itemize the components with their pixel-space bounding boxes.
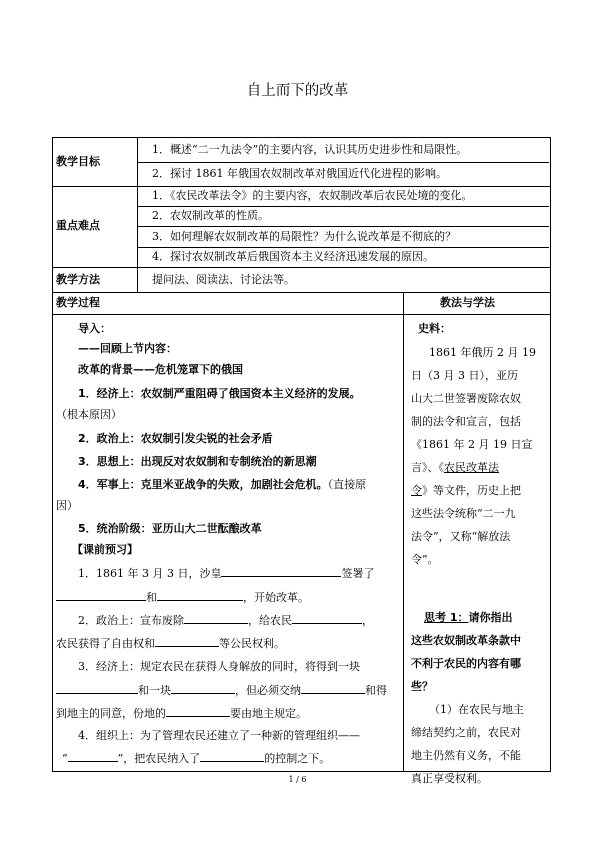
preview-question-3-cont: 和一块 ，但必须交纳 和得 <box>56 683 387 698</box>
think-question-line: 些？ <box>411 680 433 693</box>
page-title: 自上而下的改革 <box>246 83 349 99</box>
background-point-1: 1．经济上：农奴制严重阻碍了俄国资本主义经济的发展。 <box>78 387 361 400</box>
preview-heading: 【课前预习】 <box>72 543 138 556</box>
key-point-item: 1．《农民改革法令》的主要内容，农奴制改革后农民处境的变化。 <box>152 189 473 202</box>
think-label: 思考 1： <box>424 611 469 624</box>
label-column-divider <box>137 137 138 292</box>
review-line: ——回顾上节内容： <box>78 342 177 355</box>
row-divider <box>52 314 551 315</box>
source-line: 言》、《农民改革法 <box>411 461 499 474</box>
goal-divider <box>137 162 549 163</box>
fill-blank[interactable] <box>301 683 365 694</box>
background-point-4-note: （直接原 <box>327 478 367 491</box>
keypoint-divider <box>137 206 549 207</box>
method-label: 教学方法 <box>56 273 100 286</box>
source-line: 1861 年俄历 2 月 19 <box>429 346 536 359</box>
keypoint-divider <box>137 247 549 248</box>
fill-blank[interactable] <box>155 636 219 647</box>
fill-blank[interactable] <box>166 706 230 717</box>
background-point-1-note: （根本原因） <box>56 408 122 421</box>
answer-line: 地主仍然有义务，不能 <box>411 749 521 762</box>
content-column-divider <box>403 292 404 771</box>
source-line: 令》等文件，历史上把 <box>411 484 521 497</box>
background-point-2: 2．政治上：农奴制引发尖锐的社会矛盾 <box>78 432 273 445</box>
keypoint-divider <box>137 226 549 227</box>
source-line: 山大二世签署废除农奴 <box>411 392 521 405</box>
source-link[interactable]: 农民改革法 <box>444 461 499 474</box>
source-line: 法令”，又称“解放法 <box>411 530 511 543</box>
source-line: 《1861 年 2 月 19 日宣 <box>411 438 533 451</box>
preview-question-1: 1．1861 年 3 月 3 日，沙皇 签署了 <box>78 567 375 580</box>
source-link[interactable]: 令 <box>411 484 422 497</box>
preview-question-2-cont: 农民获得了自由权和 等公民权利。 <box>56 637 285 650</box>
source-line: 这些法令统称“二一九 <box>411 507 516 520</box>
fill-blank[interactable] <box>200 751 264 762</box>
background-point-4-note-end: 因） <box>56 499 78 512</box>
page-number: 1 / 6 <box>288 775 307 784</box>
fill-blank[interactable] <box>184 613 248 624</box>
source-line: 令”。 <box>411 553 439 566</box>
fill-blank[interactable] <box>157 590 243 601</box>
background-point-4 <box>78 478 366 492</box>
sources-heading: 史料： <box>418 322 451 335</box>
row-divider <box>52 186 551 187</box>
think-question-line: 思考 1：请你指出 <box>424 611 513 624</box>
source-line: 日（3 月 3 日），亚历 <box>411 369 518 382</box>
key-point-item: 4．探讨农奴制改革后俄国资本主义经济迅速发展的原因。 <box>152 250 434 263</box>
key-point-item: 2．农奴制改革的性质。 <box>152 209 269 222</box>
background-point-5: 5．统治阶级：亚历山大二世酝酿改革 <box>78 522 262 535</box>
background-point-4-text: 4．军事上：克里米亚战争的失败，加剧社会危机。 <box>78 478 328 491</box>
key-points-label: 重点难点 <box>56 219 100 232</box>
goal-item: 2．探讨 1861 年俄国农奴制改革对俄国近代化进程的影响。 <box>152 167 447 180</box>
method-text: 提问法、阅读法、讨论法等。 <box>152 273 295 286</box>
answer-line: 真正享受权利。 <box>411 772 488 785</box>
preview-question-3-end: 到地主的同意，份地的 要由地主规定。 <box>56 707 307 720</box>
background-heading: 改革的背景——危机笼罩下的俄国 <box>78 363 243 376</box>
preview-question-2: 2．政治上：宣布废除 ，给农民 ， <box>78 614 373 627</box>
source-line: 制的法令和宣言，包括 <box>411 415 521 428</box>
answer-line: 缔结契约之前，农民对 <box>411 726 521 739</box>
goal-item: 1．概述“二一九法令”的主要内容，认识其历史进步性和局限性。 <box>152 143 468 156</box>
preview-question-1-cont: 和 ，开始改革。 <box>56 590 309 605</box>
fill-blank[interactable] <box>171 683 235 694</box>
preview-question-3: 3．经济上：规定农民在获得人身解放的同时，将得到一块 <box>78 660 360 673</box>
row-divider <box>52 292 551 293</box>
fill-blank[interactable] <box>56 590 146 601</box>
think-question-line: 不利于农民的内容有哪 <box>411 657 521 670</box>
think-question-line: 这些农奴制改革条款中 <box>411 634 521 647</box>
background-point-3: 3．思想上：出现反对农奴制和专制统治的新思潮 <box>78 455 317 468</box>
fill-blank[interactable] <box>56 683 138 694</box>
answer-line: （1）在农民与地主 <box>429 703 524 716</box>
fill-blank[interactable] <box>292 613 362 624</box>
intro-heading: 导入： <box>78 322 111 335</box>
process-label: 教学过程 <box>56 296 100 309</box>
key-point-item: 3．如何理解农奴制改革的局限性？为什么说改革是不彻底的？ <box>152 230 456 243</box>
fill-blank[interactable] <box>221 566 341 577</box>
preview-question-4-cont: “ ”，把农民纳入了 的控制之下。 <box>62 752 331 765</box>
goals-label: 教学目标 <box>56 155 100 168</box>
preview-question-4: 4．组织上：为了管理农民还建立了一种新的管理组织—— <box>78 729 360 742</box>
method-right-label: 教法与学法 <box>440 296 495 309</box>
row-divider <box>52 267 551 268</box>
fill-blank[interactable] <box>68 751 118 762</box>
